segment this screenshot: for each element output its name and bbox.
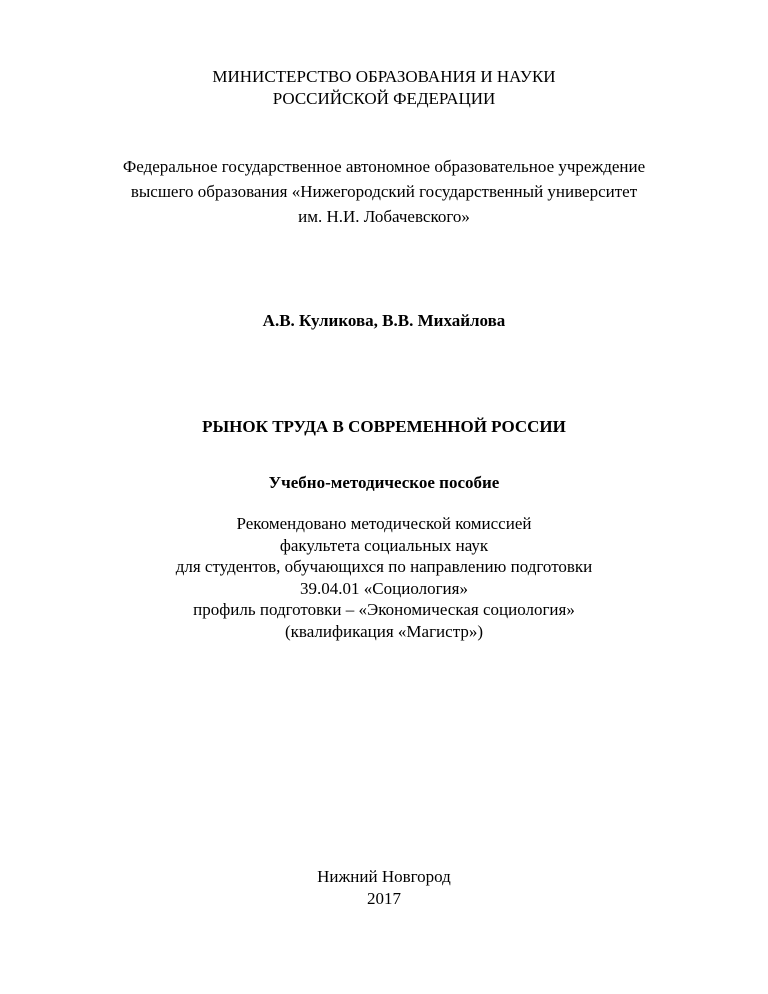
recommendation-note [0, 513, 768, 642]
recommendation-line: (квалификация «Магистр») [285, 621, 483, 641]
imprint-city: Нижний Новгород [317, 867, 451, 886]
document-subtitle [0, 472, 768, 494]
subtitle-text: Учебно-методическое пособие [268, 473, 500, 492]
ministry-line: РОССИЙСКОЙ ФЕДЕРАЦИИ [272, 89, 496, 108]
imprint-year: 2017 [367, 889, 401, 908]
recommendation-line: факультета социальных наук [279, 535, 489, 555]
authors [0, 310, 768, 332]
recommendation-line: Рекомендовано методической комиссией [236, 514, 532, 533]
recommendation-line: 39.04.01 «Социология» [300, 578, 468, 598]
institution-line: им. Н.И. Лобачевского» [298, 207, 470, 226]
imprint [0, 866, 768, 910]
title-text: РЫНОК ТРУДА В СОВРЕМЕННОЙ РОССИИ [202, 417, 566, 436]
ministry-line: МИНИСТЕРСТВО ОБРАЗОВАНИЯ И НАУКИ [212, 67, 556, 86]
institution-line: Федеральное государственное автономное образовательное учреждение [122, 157, 646, 176]
ministry-header [0, 66, 768, 110]
recommendation-line: для студентов, обучающихся по направлению подготовки [175, 557, 593, 576]
institution-name [0, 154, 768, 229]
recommendation-line: профиль подготовки – «Экономическая социология» [193, 600, 575, 619]
document-title [0, 416, 768, 438]
authors-text: А.В. Куликова, В.В. Михайлова [262, 311, 506, 330]
institution-line: высшего образования «Нижегородский государственный университет [130, 182, 638, 201]
